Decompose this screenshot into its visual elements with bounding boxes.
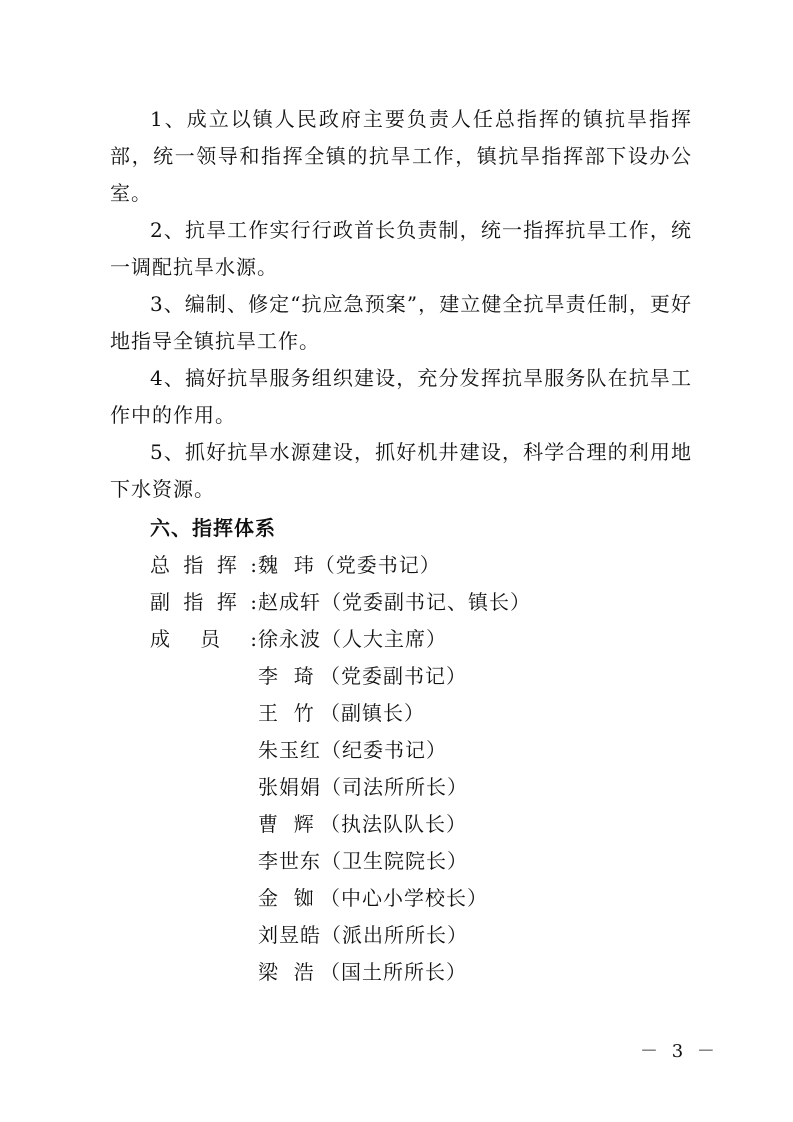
members-role-label: 成员: — [150, 627, 258, 651]
page-number: － 3 － — [640, 1041, 719, 1062]
chief-name: 魏 玮 — [258, 553, 315, 577]
member-row — [258, 732, 447, 769]
member-name: 李 琦 — [258, 664, 315, 688]
deputy-role-label: 副指挥: — [150, 590, 258, 614]
chief-commander-row — [150, 547, 441, 584]
member-title: （副镇长） — [320, 701, 425, 725]
member-row — [258, 806, 467, 843]
member-title: （中心小学校长） — [320, 886, 488, 910]
deputy-title: （党委副书记、镇长） — [321, 590, 531, 614]
member-title: （派出所所长） — [321, 923, 468, 947]
member-title: （国土所所长） — [320, 960, 467, 984]
paragraph-3: 3、编制、修定“抗应急预案”，建立健全抗旱责任制，更好地指导全镇抗旱工作。 — [110, 292, 692, 353]
section-heading: 六、指挥体系 — [150, 516, 276, 540]
chief-title: （党委书记） — [314, 553, 441, 577]
deputy-name: 赵成轩 — [258, 590, 321, 614]
chief-role-label: 总指挥: — [150, 553, 258, 577]
member-name: 朱玉红 — [258, 738, 321, 762]
member-row — [258, 843, 468, 880]
member-name: 王 竹 — [258, 701, 315, 725]
deputy-commander-row — [150, 584, 531, 621]
member-name: 金 铷 — [258, 886, 315, 910]
member-name: 曹 辉 — [258, 812, 315, 836]
member-title: （执法队队长） — [320, 812, 467, 836]
paragraph-4: 4、搞好抗旱服务组织建设，充分发挥抗旱服务队在抗旱工作中的作用。 — [110, 366, 692, 427]
member-name: 徐永波 — [258, 627, 321, 651]
member-row — [258, 695, 425, 732]
member-name: 张娟娟 — [258, 775, 321, 799]
member-row — [258, 880, 488, 917]
member-title: （卫生院院长） — [321, 849, 468, 873]
member-name: 梁 浩 — [258, 960, 315, 984]
member-title: （人大主席） — [321, 627, 447, 651]
member-row — [258, 954, 467, 991]
members-row — [150, 621, 447, 658]
member-name: 李世东 — [258, 849, 321, 873]
member-row — [258, 658, 467, 695]
paragraph-5: 5、抓好抗旱水源建设，抓好机井建设，科学合理的利用地下水资源。 — [110, 440, 692, 501]
member-name: 刘昱皓 — [258, 923, 321, 947]
member-title: （纪委书记） — [321, 738, 447, 762]
paragraph-2: 2、抗旱工作实行行政首长负责制，统一指挥抗旱工作，统一调配抗旱水源。 — [110, 218, 692, 279]
member-title: （司法所所长） — [321, 775, 468, 799]
member-row — [258, 769, 468, 806]
member-row — [258, 917, 468, 954]
member-title: （党委副书记） — [320, 664, 467, 688]
paragraph-1: 1、成立以镇人民政府主要负责人任总指挥的镇抗旱指挥部，统一领导和指挥全镇的抗旱工作，镇抗旱指挥部下设办公室。 — [110, 107, 692, 205]
